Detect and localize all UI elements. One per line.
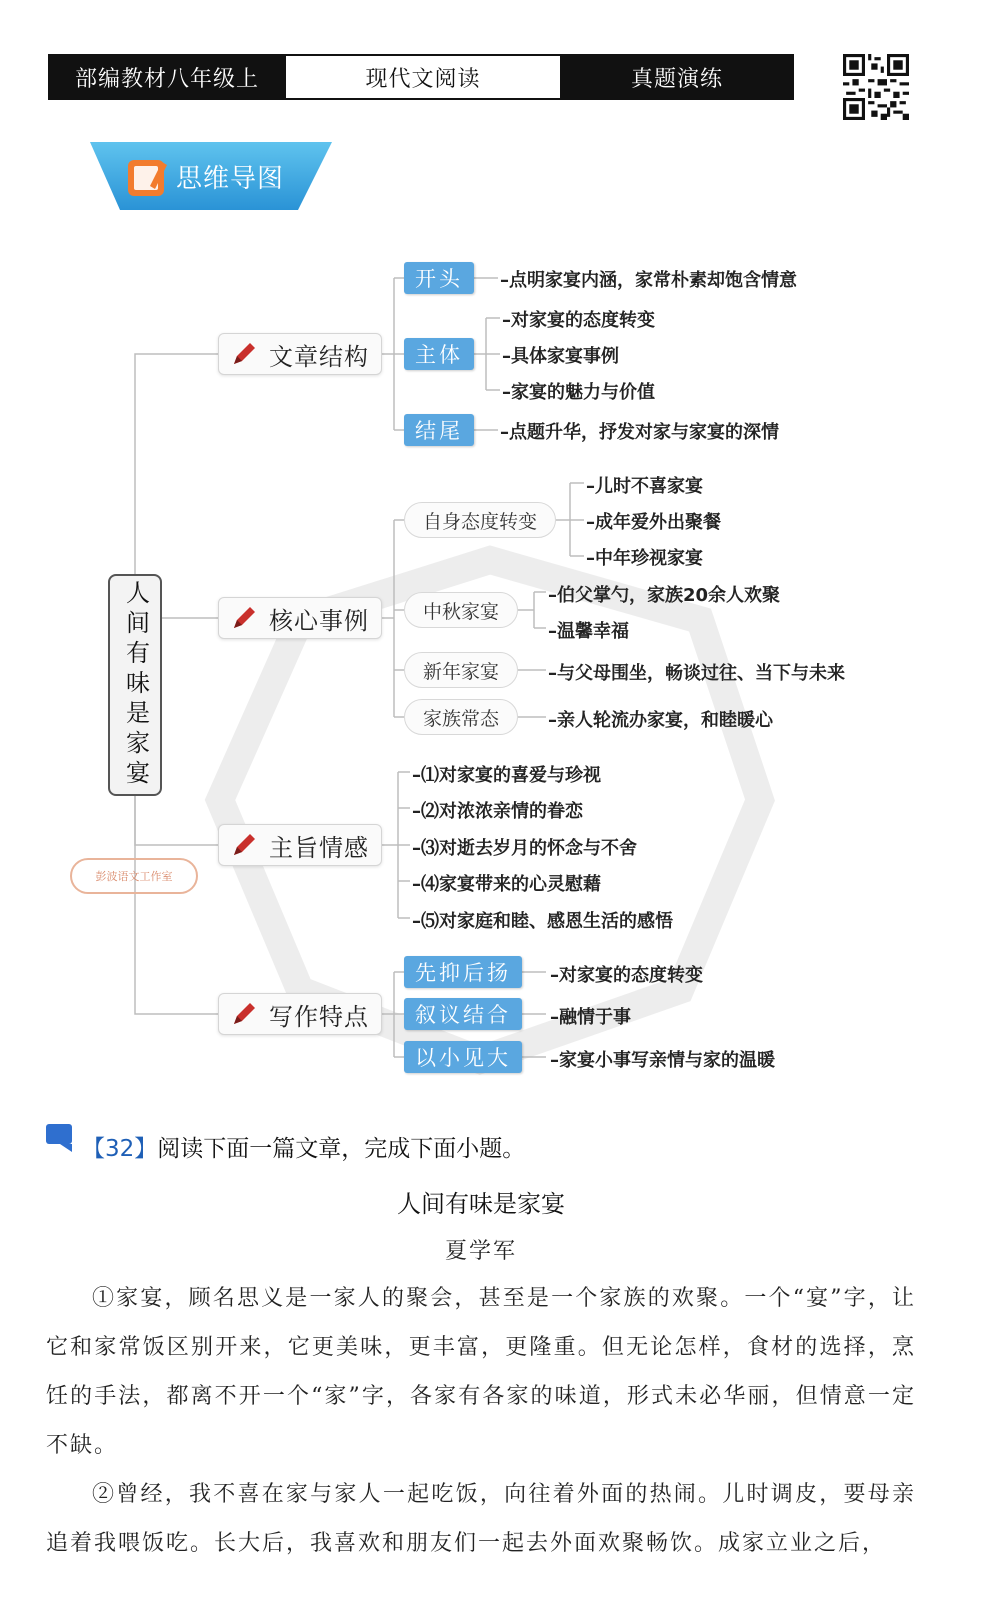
branch-writing xyxy=(218,993,382,1035)
leaf-emotion-3: –⑶对逝去岁月的怀念与不舍 xyxy=(412,838,637,859)
banner-title: 思维导图 xyxy=(176,164,285,194)
sub-midautumn: 中秋家宴 xyxy=(404,592,518,628)
question-bookmark-icon xyxy=(46,1124,76,1152)
sub-attitude: 自身态度转变 xyxy=(404,502,556,538)
branch-emotion xyxy=(218,824,382,866)
branch-structure xyxy=(218,333,382,375)
pencil-icon xyxy=(231,832,257,858)
tag-writing-3: 以小见大 xyxy=(404,1041,522,1073)
branch-events xyxy=(218,597,382,639)
header-grade: 部编教材八年级上 xyxy=(50,56,284,98)
branch-emotion-label: 主旨情感 xyxy=(269,833,369,862)
leaf-opening: –点明家宴内涵，家常朴素却饱含情意 xyxy=(500,270,797,291)
tag-body: 主体 xyxy=(404,338,474,370)
leaf-newyear: –与父母围坐，畅谈过往、当下与未来 xyxy=(548,663,845,684)
mindmap-root xyxy=(108,574,162,796)
leaf-body-2: –具体家宴事例 xyxy=(502,346,619,367)
leaf-body-3: –家宴的魅力与价值 xyxy=(502,382,655,403)
branch-events-label: 核心事例 xyxy=(269,606,369,635)
leaf-midautumn-1: –伯父掌勺，家族20余人欢聚 xyxy=(548,585,781,606)
leaf-writing-1: –对家宴的态度转变 xyxy=(550,965,703,986)
article-paragraph-2: ②曾经，我不喜在家与家人一起吃饭，向往着外面的热闹。儿时调皮，要母亲追着我喂饭吃。长大后，我喜欢和朋友们一起去外面欢聚畅饮。成家立业之后， xyxy=(46,1482,916,1556)
question-number: 【32】 xyxy=(82,1136,158,1162)
leaf-midautumn-2: –温馨幸福 xyxy=(548,621,629,642)
tag-writing-2: 叙议结合 xyxy=(404,998,522,1030)
leaf-emotion-2: –⑵对浓浓亲情的眷恋 xyxy=(412,801,583,822)
sub-family: 家族常态 xyxy=(404,699,518,735)
question-line xyxy=(82,1130,525,1163)
article-author: 夏学军 xyxy=(444,1239,517,1264)
leaf-emotion-1: –⑴对家宴的喜爱与珍视 xyxy=(412,765,601,786)
header-section: 真题演练 xyxy=(562,56,792,98)
leaf-attitude-1: –儿时不喜家宴 xyxy=(586,476,703,497)
tag-ending: 结尾 xyxy=(404,414,474,446)
header-category: 现代文阅读 xyxy=(284,56,562,98)
branch-writing-label: 写作特点 xyxy=(269,1002,369,1031)
tag-opening: 开头 xyxy=(404,262,474,294)
sub-newyear: 新年家宴 xyxy=(404,652,518,688)
leaf-family: –亲人轮流办家宴，和睦暖心 xyxy=(548,710,773,731)
leaf-attitude-2: –成年爱外出聚餐 xyxy=(586,512,721,533)
leaf-emotion-5: –⑸对家庭和睦、感恩生活的感悟 xyxy=(412,911,673,932)
question-instruction: 阅读下面一篇文章，完成下面小题。 xyxy=(157,1136,526,1162)
branch-structure-label: 文章结构 xyxy=(269,342,369,371)
studio-stamp: 彭波语文工作室 xyxy=(70,858,198,894)
tag-writing-1: 先抑后扬 xyxy=(404,956,522,988)
leaf-writing-2: –融情于事 xyxy=(550,1007,631,1028)
leaf-ending: –点题升华，抒发对家与家宴的深情 xyxy=(500,422,779,443)
leaf-body-1: –对家宴的态度转变 xyxy=(502,310,655,331)
leaf-writing-3: –家宴小事写亲情与家的温暖 xyxy=(550,1050,775,1071)
pencil-icon xyxy=(231,1001,257,1027)
root-label: 人间有味是家宴 xyxy=(121,580,150,790)
pencil-icon xyxy=(231,341,257,367)
pencil-icon xyxy=(231,605,257,631)
article-paragraph-1: ①家宴，顾名思义是一家人的聚会，甚至是一个家族的欢聚。一个“宴”字，让它和家常饭区别开来，它更美味，更丰富，更隆重。但无论怎样，食材的选择，烹饪的手法，都离不开一个“家”字，各家有各家的味道，形式未必华丽，但情意一定不缺。 xyxy=(46,1286,916,1458)
leaf-emotion-4: –⑷家宴带来的心灵慰藉 xyxy=(412,874,601,895)
article-title: 人间有味是家宴 xyxy=(397,1190,565,1218)
leaf-attitude-3: –中年珍视家宴 xyxy=(586,548,703,569)
